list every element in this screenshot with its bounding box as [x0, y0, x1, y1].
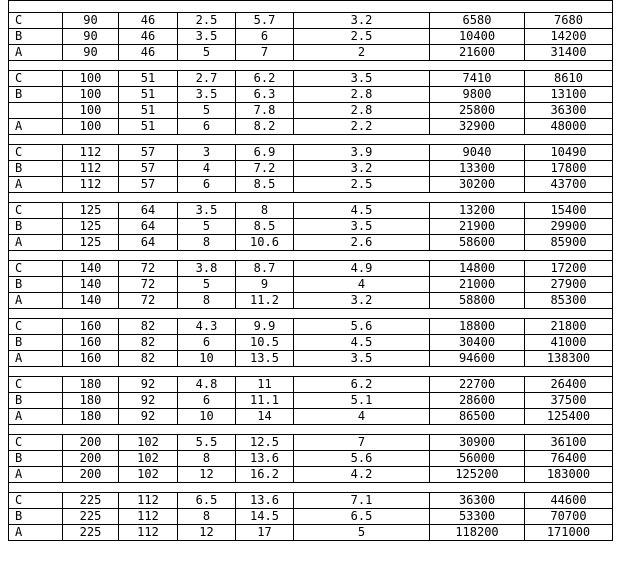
table-row — [9, 509, 613, 525]
table-cell: 90 — [63, 13, 119, 29]
top-border-cell — [9, 1, 613, 13]
table-cell: 160 — [63, 319, 119, 335]
table-cell: 4.3 — [178, 319, 236, 335]
table-cell: 16.2 — [236, 467, 294, 483]
table-cell: 100 — [63, 71, 119, 87]
table-cell: 72 — [119, 277, 178, 293]
table-row — [9, 219, 613, 235]
table-cell: 13200 — [430, 203, 525, 219]
grade-cell: C — [9, 203, 63, 219]
table-cell: 36100 — [525, 435, 613, 451]
table-cell: 4.5 — [294, 335, 430, 351]
table-cell: 51 — [119, 103, 178, 119]
table-cell: 180 — [63, 377, 119, 393]
table-cell: 6 — [178, 119, 236, 135]
table-row — [9, 319, 613, 335]
table-cell: 3.5 — [294, 219, 430, 235]
table-cell: 37500 — [525, 393, 613, 409]
table-cell: 57 — [119, 177, 178, 193]
table-cell: 102 — [119, 467, 178, 483]
table-cell: 7 — [294, 435, 430, 451]
grade-cell: A — [9, 235, 63, 251]
table-cell: 200 — [63, 467, 119, 483]
table-cell: 21600 — [430, 45, 525, 61]
table-cell: 138300 — [525, 351, 613, 367]
table-cell: 4 — [294, 277, 430, 293]
grade-cell: A — [9, 293, 63, 309]
table-cell: 90 — [63, 29, 119, 45]
table-cell: 46 — [119, 29, 178, 45]
group-spacer-row — [9, 135, 613, 145]
table-cell: 6 — [178, 177, 236, 193]
table-cell: 53300 — [430, 509, 525, 525]
group-spacer-row — [9, 309, 613, 319]
table-cell: 90 — [63, 45, 119, 61]
spec-table — [8, 0, 613, 541]
table-row — [9, 277, 613, 293]
grade-cell: A — [9, 409, 63, 425]
table-cell: 100 — [63, 119, 119, 135]
table-cell: 2 — [294, 45, 430, 61]
group-spacer-row — [9, 251, 613, 261]
table-cell: 30400 — [430, 335, 525, 351]
table-cell: 5 — [178, 219, 236, 235]
table-row — [9, 393, 613, 409]
table-cell: 92 — [119, 393, 178, 409]
table-cell: 76400 — [525, 451, 613, 467]
table-cell: 6 — [236, 29, 294, 45]
table-cell: 100 — [63, 103, 119, 119]
table-row — [9, 45, 613, 61]
grade-cell: B — [9, 451, 63, 467]
grade-cell: A — [9, 467, 63, 483]
table-cell: 118200 — [430, 525, 525, 541]
table-cell: 5.5 — [178, 435, 236, 451]
table-cell: 4.9 — [294, 261, 430, 277]
table-cell: 13.6 — [236, 493, 294, 509]
table-cell: 8 — [178, 451, 236, 467]
grade-cell: C — [9, 145, 63, 161]
group-spacer-row — [9, 61, 613, 71]
spec-table-body — [9, 1, 613, 541]
table-cell: 160 — [63, 351, 119, 367]
table-cell: 82 — [119, 319, 178, 335]
table-cell: 64 — [119, 219, 178, 235]
table-cell: 3.8 — [178, 261, 236, 277]
table-cell: 3.2 — [294, 13, 430, 29]
grade-cell: C — [9, 493, 63, 509]
table-cell: 4 — [294, 409, 430, 425]
table-cell: 8 — [178, 293, 236, 309]
spacer-cell — [9, 61, 613, 71]
group-spacer-row — [9, 367, 613, 377]
grade-cell: C — [9, 377, 63, 393]
group-spacer-row — [9, 483, 613, 493]
table-cell: 7410 — [430, 71, 525, 87]
spacer-cell — [9, 135, 613, 145]
table-cell: 85300 — [525, 293, 613, 309]
table-cell: 14800 — [430, 261, 525, 277]
table-cell: 13.5 — [236, 351, 294, 367]
table-cell: 10.6 — [236, 235, 294, 251]
table-cell: 3.5 — [294, 351, 430, 367]
table-cell: 3.5 — [294, 71, 430, 87]
table-cell: 125 — [63, 219, 119, 235]
grade-cell — [9, 103, 63, 119]
table-cell: 125 — [63, 203, 119, 219]
table-cell: 58600 — [430, 235, 525, 251]
table-cell: 2.5 — [294, 29, 430, 45]
table-cell: 8 — [236, 203, 294, 219]
table-cell: 26400 — [525, 377, 613, 393]
table-cell: 86500 — [430, 409, 525, 425]
table-cell: 36300 — [430, 493, 525, 509]
table-cell: 112 — [119, 525, 178, 541]
table-cell: 57 — [119, 145, 178, 161]
grade-cell: B — [9, 29, 63, 45]
table-cell: 12 — [178, 525, 236, 541]
table-cell: 29900 — [525, 219, 613, 235]
table-cell: 13100 — [525, 87, 613, 103]
table-cell: 140 — [63, 277, 119, 293]
table-cell: 3 — [178, 145, 236, 161]
table-cell: 27900 — [525, 277, 613, 293]
table-cell: 6.2 — [294, 377, 430, 393]
table-cell: 9040 — [430, 145, 525, 161]
table-cell: 11 — [236, 377, 294, 393]
table-cell: 14.5 — [236, 509, 294, 525]
table-row — [9, 351, 613, 367]
table-cell: 11.2 — [236, 293, 294, 309]
group-spacer-row — [9, 193, 613, 203]
table-row — [9, 377, 613, 393]
grade-cell: C — [9, 319, 63, 335]
table-cell: 2.5 — [294, 177, 430, 193]
table-cell: 46 — [119, 45, 178, 61]
table-cell: 64 — [119, 235, 178, 251]
table-cell: 72 — [119, 261, 178, 277]
table-cell: 17200 — [525, 261, 613, 277]
table-row — [9, 13, 613, 29]
table-cell: 13300 — [430, 161, 525, 177]
table-cell: 46 — [119, 13, 178, 29]
table-row — [9, 145, 613, 161]
table-row — [9, 203, 613, 219]
table-cell: 2.6 — [294, 235, 430, 251]
table-cell: 225 — [63, 509, 119, 525]
table-cell: 200 — [63, 435, 119, 451]
table-cell: 12 — [178, 467, 236, 483]
table-cell: 7.8 — [236, 103, 294, 119]
table-cell: 5.1 — [294, 393, 430, 409]
grade-cell: C — [9, 435, 63, 451]
table-cell: 36300 — [525, 103, 613, 119]
table-cell: 4.8 — [178, 377, 236, 393]
table-row — [9, 177, 613, 193]
table-cell: 5.7 — [236, 13, 294, 29]
table-cell: 5 — [178, 45, 236, 61]
group-spacer-row — [9, 425, 613, 435]
table-cell: 51 — [119, 119, 178, 135]
table-cell: 7.1 — [294, 493, 430, 509]
table-row — [9, 493, 613, 509]
table-cell: 6.3 — [236, 87, 294, 103]
table-cell: 6 — [178, 335, 236, 351]
table-cell: 2.2 — [294, 119, 430, 135]
table-cell: 21900 — [430, 219, 525, 235]
table-cell: 6.9 — [236, 145, 294, 161]
table-row — [9, 261, 613, 277]
table-cell: 2.8 — [294, 103, 430, 119]
table-row — [9, 293, 613, 309]
table-cell: 10 — [178, 351, 236, 367]
table-cell: 10 — [178, 409, 236, 425]
table-cell: 9.9 — [236, 319, 294, 335]
table-row — [9, 161, 613, 177]
table-cell: 5 — [178, 103, 236, 119]
table-cell: 12.5 — [236, 435, 294, 451]
table-cell: 112 — [63, 145, 119, 161]
table-cell: 8 — [178, 235, 236, 251]
table-cell: 85900 — [525, 235, 613, 251]
table-cell: 21800 — [525, 319, 613, 335]
table-cell: 180 — [63, 409, 119, 425]
table-cell: 22700 — [430, 377, 525, 393]
grade-cell: B — [9, 509, 63, 525]
table-cell: 200 — [63, 451, 119, 467]
spacer-cell — [9, 309, 613, 319]
table-row — [9, 525, 613, 541]
grade-cell: C — [9, 261, 63, 277]
table-cell: 21000 — [430, 277, 525, 293]
table-cell: 6.5 — [294, 509, 430, 525]
grade-cell: A — [9, 525, 63, 541]
table-cell: 5.6 — [294, 319, 430, 335]
grade-cell: A — [9, 119, 63, 135]
table-cell: 8.5 — [236, 219, 294, 235]
table-cell: 225 — [63, 525, 119, 541]
table-row — [9, 29, 613, 45]
table-cell: 51 — [119, 71, 178, 87]
table-cell: 9 — [236, 277, 294, 293]
table-cell: 6.5 — [178, 493, 236, 509]
table-cell: 32900 — [430, 119, 525, 135]
grade-cell: B — [9, 277, 63, 293]
table-row — [9, 409, 613, 425]
table-cell: 8.2 — [236, 119, 294, 135]
grade-cell: A — [9, 177, 63, 193]
table-cell: 43700 — [525, 177, 613, 193]
spacer-cell — [9, 367, 613, 377]
table-cell: 94600 — [430, 351, 525, 367]
grade-cell: B — [9, 161, 63, 177]
grade-cell: C — [9, 13, 63, 29]
table-cell: 3.2 — [294, 161, 430, 177]
table-cell: 3.9 — [294, 145, 430, 161]
table-cell: 140 — [63, 261, 119, 277]
table-cell: 10400 — [430, 29, 525, 45]
table-row — [9, 451, 613, 467]
table-cell: 25800 — [430, 103, 525, 119]
grade-cell: B — [9, 393, 63, 409]
table-cell: 112 — [63, 161, 119, 177]
grade-cell: B — [9, 87, 63, 103]
table-cell: 9800 — [430, 87, 525, 103]
table-cell: 82 — [119, 335, 178, 351]
table-row — [9, 235, 613, 251]
table-cell: 8.7 — [236, 261, 294, 277]
table-cell: 41000 — [525, 335, 613, 351]
table-cell: 8610 — [525, 71, 613, 87]
table-row — [9, 335, 613, 351]
table-cell: 125200 — [430, 467, 525, 483]
table-row — [9, 467, 613, 483]
table-row — [9, 103, 613, 119]
grade-cell: B — [9, 335, 63, 351]
table-cell: 3.5 — [178, 87, 236, 103]
table-cell: 44600 — [525, 493, 613, 509]
table-cell: 4 — [178, 161, 236, 177]
table-cell: 70700 — [525, 509, 613, 525]
grade-cell: C — [9, 71, 63, 87]
table-top-border-row — [9, 1, 613, 13]
table-cell: 5 — [178, 277, 236, 293]
table-row — [9, 119, 613, 135]
table-cell: 100 — [63, 87, 119, 103]
table-row — [9, 71, 613, 87]
table-row — [9, 87, 613, 103]
table-cell: 51 — [119, 87, 178, 103]
grade-cell: B — [9, 219, 63, 235]
spacer-cell — [9, 193, 613, 203]
table-cell: 112 — [63, 177, 119, 193]
table-cell: 112 — [119, 509, 178, 525]
spacer-cell — [9, 483, 613, 493]
table-cell: 10.5 — [236, 335, 294, 351]
table-cell: 4.2 — [294, 467, 430, 483]
spacer-cell — [9, 425, 613, 435]
table-cell: 72 — [119, 293, 178, 309]
table-cell: 28600 — [430, 393, 525, 409]
table-cell: 92 — [119, 377, 178, 393]
table-cell: 125400 — [525, 409, 613, 425]
table-cell: 125 — [63, 235, 119, 251]
table-cell: 5 — [294, 525, 430, 541]
table-cell: 10490 — [525, 145, 613, 161]
table-cell: 48000 — [525, 119, 613, 135]
table-cell: 6580 — [430, 13, 525, 29]
table-cell: 15400 — [525, 203, 613, 219]
table-cell: 2.7 — [178, 71, 236, 87]
table-cell: 82 — [119, 351, 178, 367]
table-cell: 31400 — [525, 45, 613, 61]
table-cell: 8.5 — [236, 177, 294, 193]
table-cell: 30900 — [430, 435, 525, 451]
table-cell: 7 — [236, 45, 294, 61]
table-cell: 4.5 — [294, 203, 430, 219]
table-cell: 171000 — [525, 525, 613, 541]
table-cell: 3.2 — [294, 293, 430, 309]
table-cell: 57 — [119, 161, 178, 177]
table-cell: 17800 — [525, 161, 613, 177]
table-cell: 92 — [119, 409, 178, 425]
table-cell: 7.2 — [236, 161, 294, 177]
table-cell: 64 — [119, 203, 178, 219]
table-cell: 102 — [119, 435, 178, 451]
table-cell: 112 — [119, 493, 178, 509]
table-cell: 140 — [63, 293, 119, 309]
table-cell: 8 — [178, 509, 236, 525]
table-cell: 3.5 — [178, 203, 236, 219]
table-cell: 13.6 — [236, 451, 294, 467]
table-cell: 102 — [119, 451, 178, 467]
table-cell: 17 — [236, 525, 294, 541]
table-cell: 3.5 — [178, 29, 236, 45]
grade-cell: A — [9, 45, 63, 61]
table-cell: 14200 — [525, 29, 613, 45]
table-cell: 6 — [178, 393, 236, 409]
table-cell: 225 — [63, 493, 119, 509]
table-row — [9, 435, 613, 451]
table-cell: 7680 — [525, 13, 613, 29]
table-cell: 5.6 — [294, 451, 430, 467]
table-cell: 58800 — [430, 293, 525, 309]
table-cell: 180 — [63, 393, 119, 409]
table-cell: 160 — [63, 335, 119, 351]
table-cell: 56000 — [430, 451, 525, 467]
table-cell: 11.1 — [236, 393, 294, 409]
table-cell: 6.2 — [236, 71, 294, 87]
table-cell: 183000 — [525, 467, 613, 483]
table-cell: 2.5 — [178, 13, 236, 29]
grade-cell: A — [9, 351, 63, 367]
table-cell: 2.8 — [294, 87, 430, 103]
table-cell: 14 — [236, 409, 294, 425]
table-cell: 18800 — [430, 319, 525, 335]
spacer-cell — [9, 251, 613, 261]
table-cell: 30200 — [430, 177, 525, 193]
